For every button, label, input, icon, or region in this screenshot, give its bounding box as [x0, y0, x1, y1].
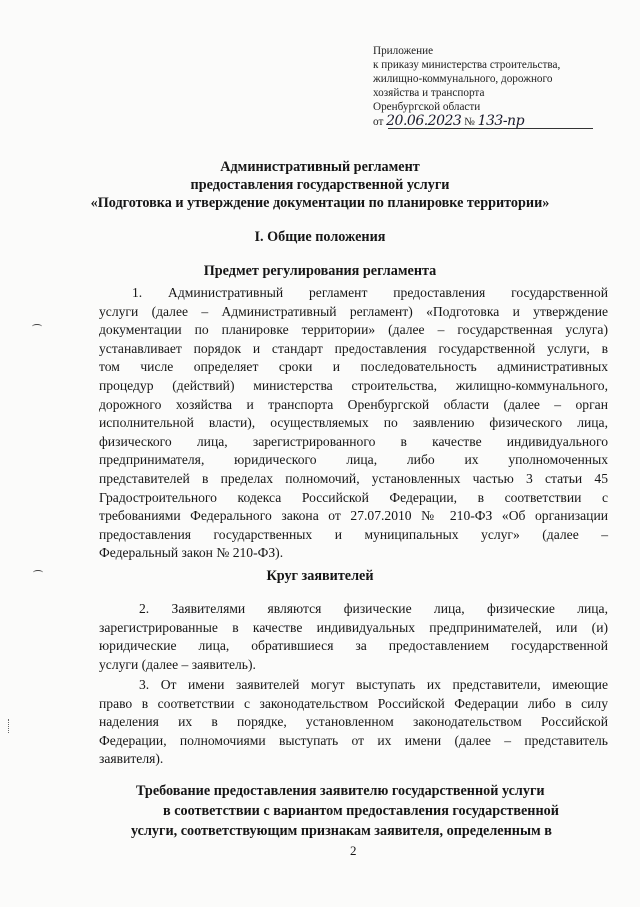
annex-line: Приложение	[373, 45, 434, 57]
annex-block	[373, 44, 623, 129]
paragraph-2	[99, 600, 608, 674]
text-line: юридические лица, обратившиеся за предоставлением государственной	[99, 638, 608, 654]
text-line: исполнительной власти), осуществляемых по заявлению физического лица,	[99, 415, 608, 431]
page-number: 2	[350, 843, 357, 858]
annex-line: Оренбургской области	[373, 101, 481, 113]
heading-line: Требование предоставления заявителю государственной услуги	[136, 783, 545, 799]
text-line: физического лица, зарегистрированного в качестве индивидуального	[99, 433, 608, 449]
text-line: Федеральный закон № 210-ФЗ).	[99, 545, 284, 561]
text-line: 2. Заявителями являются физические лица, физические лица,	[139, 601, 608, 616]
annex-line: хозяйства и транспорта	[373, 87, 485, 99]
subsection-heading-requirement	[98, 781, 588, 841]
text-line: 3. От имени заявителей могут выступать их представители, имеющие	[139, 677, 608, 692]
date-prefix: от	[373, 116, 384, 128]
text-line: процедур (действий) министерства строительства, жилищно-коммунального,	[99, 377, 608, 393]
title-line: Административный регламент	[220, 159, 420, 175]
text-line: предпринимателя, юридического лица, либо их уполномоченных	[99, 452, 608, 468]
margin-mark	[33, 570, 43, 575]
text-line: устанавливает порядок и стандарт предоставления государственной услуги, в	[99, 340, 608, 356]
text-line: представителей в пределах полномочий, установленных частью 3 статьи 45	[99, 470, 608, 486]
title-line: «Подготовка и утверждение документации по планировке территории»	[90, 195, 550, 211]
heading-line: в соответствии с вариантом предоставления государственной	[163, 803, 559, 819]
text-line: дорожного хозяйства и транспорта Оренбургской области (далее – орган	[99, 396, 608, 412]
subsection-heading: Круг заявителей	[266, 568, 374, 584]
title-line: предоставления государственной услуги	[190, 177, 450, 193]
text-line: Федерации, полномочиями выступать от их имени (далее – представитель	[99, 732, 608, 748]
paragraph-1	[99, 284, 608, 563]
subsection-heading: Предмет регулирования регламента	[203, 263, 437, 279]
heading-line: услуги, соответствующим признакам заявителя, определенным в	[131, 823, 552, 839]
annex-line: жилищно-коммунального, дорожного	[373, 73, 553, 85]
margin-mark	[32, 324, 42, 329]
text-line: заявителя).	[99, 751, 164, 767]
text-line: Градостроительного кодекса Российской Федерации, в соответствии с	[99, 489, 608, 505]
text-line: услуги (далее – Административный регламент) «Подготовка и утверждение	[99, 303, 608, 319]
date-underline	[388, 128, 593, 129]
paragraph-3	[99, 676, 608, 769]
text-line: зарегистрированные в качестве индивидуальных предпринимателей, или (и)	[99, 619, 608, 635]
margin-mark	[8, 719, 10, 733]
text-line: услуги (далее – заявитель).	[99, 656, 256, 672]
number-prefix: №	[464, 116, 475, 128]
document-title	[60, 158, 580, 212]
text-line: документации по планировке территории» (далее – государственная услуга)	[99, 322, 608, 338]
handwritten-number: 133-пр	[477, 113, 525, 129]
text-line: право в соответствии с законодательством Российской Федерации либо в силу	[99, 695, 608, 711]
handwritten-date: 20.06.2023	[386, 113, 462, 129]
text-line: 1. Административный регламент предоставления государственной	[132, 285, 608, 300]
section-heading: I. Общие положения	[254, 229, 386, 245]
text-line: том числе определяет сроки и последовательность административных	[99, 359, 608, 375]
annex-date-line	[373, 114, 623, 129]
text-line: требованиями Федерального закона от 27.07.2010 № 210-ФЗ «Об организации	[99, 508, 608, 524]
text-line: предоставления государственных и муниципальных услуг» (далее –	[99, 526, 608, 542]
text-line: наделения их в порядке, установленном законодательством Российской	[99, 714, 608, 730]
annex-line: к приказу министерства строительства,	[373, 59, 561, 71]
